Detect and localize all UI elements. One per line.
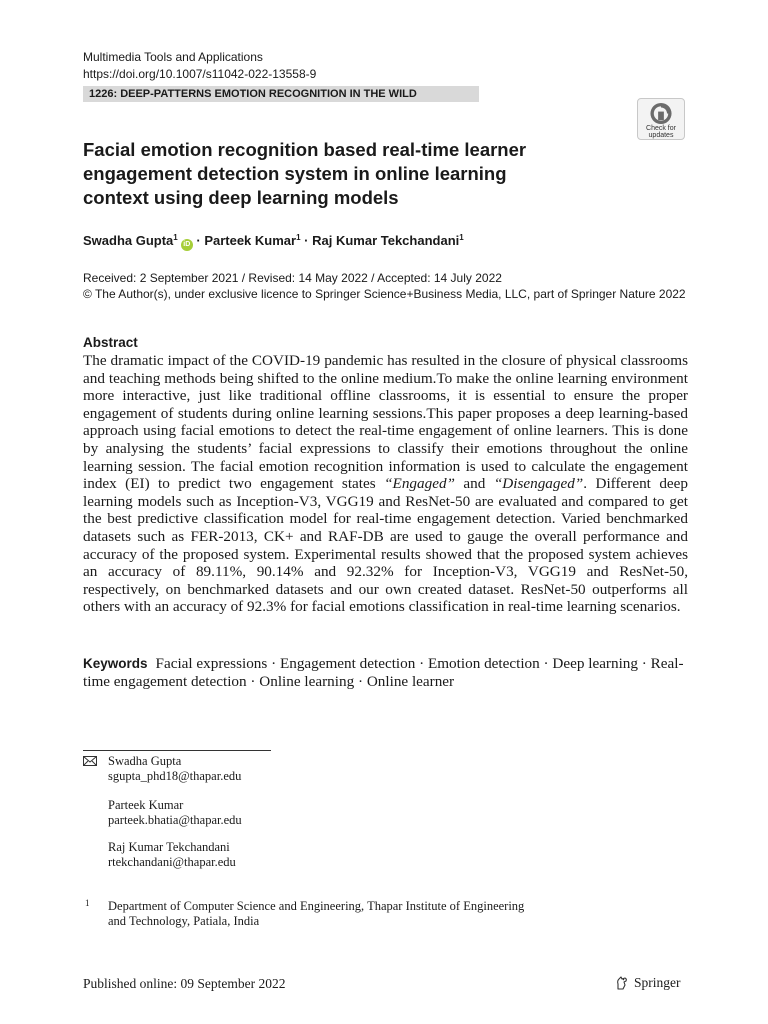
springer-horse-icon: [614, 975, 630, 991]
check-for-updates-icon: [649, 102, 673, 125]
publisher-name: Springer: [634, 975, 681, 990]
author-list: [83, 233, 464, 251]
orcid-icon[interactable]: iD: [181, 239, 193, 251]
contact-name: Swadha Gupta: [108, 754, 182, 768]
affiliation-line: and Technology, Patiala, India: [108, 914, 260, 928]
abstract-text-part: and: [455, 475, 494, 493]
mail-icon: [83, 756, 97, 766]
copyright-notice: © The Author(s), under exclusive licence to Springer Science+Business Media, LLC, part of Springer Nature 2022: [83, 287, 686, 301]
keywords-label: Keywords: [83, 656, 148, 671]
section-banner: 1226: DEEP-PATTERNS EMOTION RECOGNITION IN THE WILD: [83, 86, 479, 102]
abstract-text-part: . Different deep learning models such as Inception-V3, VGG19 and ResNet-50 are evaluated and compared to get the best predictive classification model for real-time engagement detection. Varied benchmarked datasets such as FER-2013, CK+ and RAF-DB are used to gauge the overall performance and accuracy of the proposed system. Experimental results showed that the proposed system achieves an accuracy of 89.11%, 90.14% and 92.32% for Inception-V3, VGG19 and ResNet-50, respectively, on benchmarked datasets and our own created dataset. ResNet-50 outperforms all others with an accuracy of 92.3% for facial emotions classification in real-time learning scenarios.: [83, 475, 688, 616]
keywords-list: Facial expressions · Engagement detection · Emotion detection · Deep learning · Real-time engagement detection · Online learning · Online learner: [83, 655, 684, 690]
published-date: Published online: 09 September 2022: [83, 976, 286, 991]
author-contact: [108, 840, 236, 870]
author-separator: ·: [300, 233, 313, 248]
contact-name: Raj Kumar Tekchandani: [108, 840, 230, 854]
contact-email[interactable]: rtekchandani@thapar.edu: [108, 855, 236, 869]
contact-email[interactable]: parteek.bhatia@thapar.edu: [108, 813, 242, 827]
author-affiliation-mark: 1: [296, 233, 301, 242]
affiliation-text: [108, 899, 588, 929]
article-title: [83, 138, 563, 210]
badge-label-1: Check for: [646, 125, 676, 132]
footnote-divider: [83, 750, 271, 751]
keywords: [83, 655, 688, 691]
abstract-text-part: The dramatic impact of the COVID-19 pandemic has resulted in the closure of physical classrooms and teaching methods being shifted to the online medium.To make the online learning environment more interactive, just like traditional offline classrooms, it is essential to ensure the proper engagement of students during online learning sessions.This paper proposes a deep learning-based approach using facial emotions to detect the real-time engagement of online learners. This is done by analysing the students’ facial expressions to classify their emotions throughout the online learning session. The facial emotion recognition information is used to calculate the engagement index (EI) to predict two engagement states: [83, 352, 688, 493]
affiliation-number: 1: [85, 898, 90, 908]
disengaged-term: “Disengaged”: [493, 475, 584, 493]
journal-name: Multimedia Tools and Applications: [83, 50, 263, 64]
title-line: context using deep learning models: [83, 187, 399, 208]
check-for-updates-badge[interactable]: [637, 98, 685, 140]
contact-email[interactable]: sgupta_phd18@thapar.edu: [108, 769, 242, 783]
author-name[interactable]: Parteek Kumar: [204, 233, 297, 248]
doi-link[interactable]: https://doi.org/10.1007/s11042-022-13558-9: [83, 67, 317, 81]
author-contact: [108, 798, 242, 828]
badge-label-2: updates: [648, 132, 674, 139]
author-name[interactable]: Swadha Gupta: [83, 233, 174, 248]
engaged-term: “Engaged”: [384, 475, 455, 493]
article-dates: Received: 2 September 2021 / Revised: 14 May 2022 / Accepted: 14 July 2022: [83, 271, 502, 285]
author-separator: ·: [192, 233, 205, 248]
corresponding-author-contact: [108, 754, 241, 784]
title-line: Facial emotion recognition based real-time learner: [83, 139, 527, 160]
title-line: engagement detection system in online learning: [83, 163, 507, 184]
publisher-logo[interactable]: [614, 975, 681, 991]
abstract-heading: Abstract: [83, 335, 138, 350]
contact-name: Parteek Kumar: [108, 798, 184, 812]
author-name[interactable]: Raj Kumar Tekchandani: [312, 233, 460, 248]
affiliation-line: Department of Computer Science and Engineering, Thapar Institute of Engineering: [108, 899, 525, 913]
abstract-text: [83, 352, 688, 616]
author-affiliation-mark: 1: [173, 233, 178, 242]
author-affiliation-mark: 1: [459, 233, 464, 242]
